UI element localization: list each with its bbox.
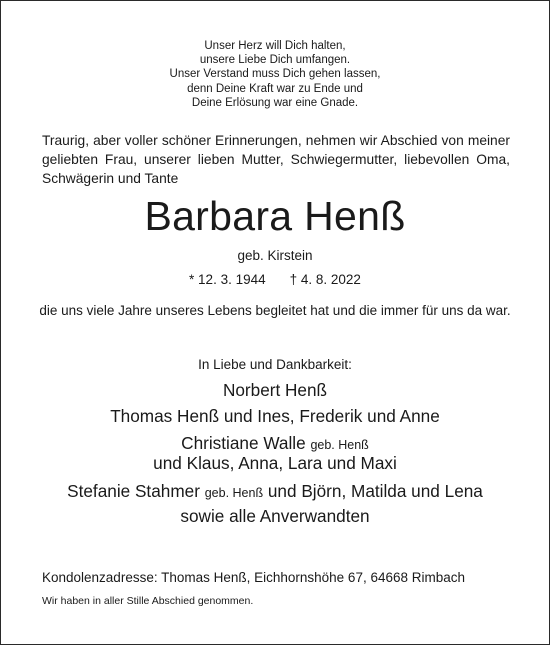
intro-text: Traurig, aber voller schöner Erinnerungen, nehmen wir Abschied von meiner geliebten Frau, unserer lieben Mutter, Schwiegermutter, liebevollen Oma, Schwägerin und Tante — [42, 133, 510, 186]
mourner-born-name: geb. Henß — [310, 438, 369, 452]
poem-line: denn Deine Kraft war zu Ende und — [187, 82, 363, 95]
mourner-line: und Klaus, Anna, Lara und Maxi — [153, 453, 397, 473]
condolence-address: Kondolenzadresse: Thomas Henß, Eichhornshöhe 67, 64668 Rimbach — [42, 570, 466, 585]
poem-line: Unser Herz will Dich halten, — [204, 40, 346, 52]
life-dates — [1, 271, 549, 289]
poem-line: unsere Liebe Dich umfangen. — [199, 54, 351, 67]
mourner-family: und Björn, Matilda und Lena — [267, 481, 483, 501]
thanks-line: In Liebe und Dankbarkeit: — [198, 357, 352, 372]
closing-note: Wir haben in aller Stille Abschied genommen. — [42, 595, 254, 607]
poem — [1, 39, 549, 110]
mourner-line — [1, 480, 549, 504]
deceased-name: Barbara Henß — [144, 193, 406, 239]
mourner-name: Stefanie Stahmer — [67, 481, 200, 501]
death-date: † 4. 8. 2022 — [289, 272, 361, 287]
poem-line: Deine Erlösung war eine Gnade. — [191, 96, 359, 109]
poem-line: Unser Verstand muss Dich gehen lassen, — [169, 68, 381, 81]
mourner-line: Norbert Henß — [222, 380, 328, 400]
mourner-line: Thomas Henß und Ines, Frederik und Anne — [110, 406, 440, 426]
born-name: geb. Kirstein — [237, 248, 313, 263]
mourner-born-name: geb. Henß — [204, 486, 264, 500]
birth-date: * 12. 3. 1944 — [189, 272, 266, 287]
mourner-name: Christiane Walle — [181, 433, 306, 453]
mourner-line: sowie alle Anverwandten — [180, 506, 370, 526]
life-text: die uns viele Jahre unseres Lebens begleitet hat und die immer für uns da war. — [39, 303, 511, 318]
